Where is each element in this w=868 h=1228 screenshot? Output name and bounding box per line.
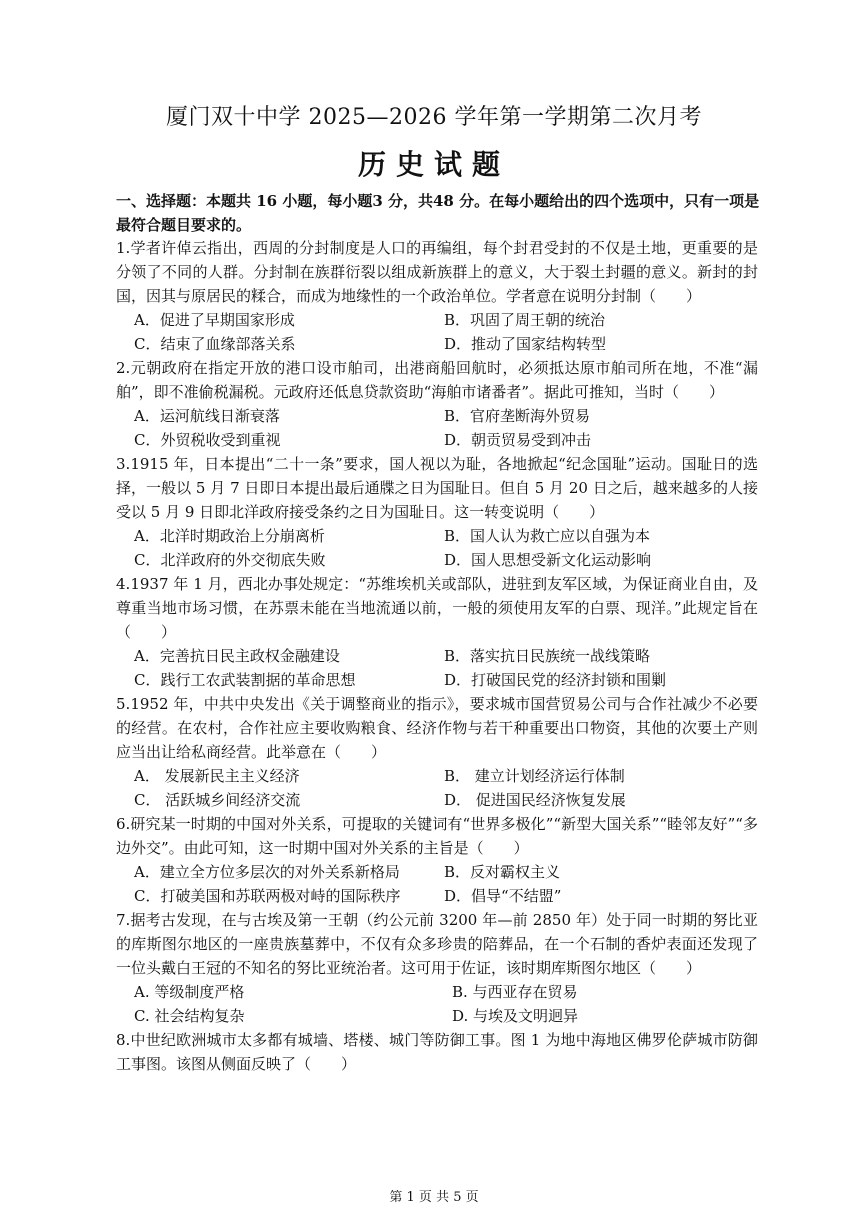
option-b: B．落实抗日民族统一战线策略: [444, 647, 651, 665]
question-number: 7.: [116, 911, 131, 929]
option-d: D．倡导“不结盟”: [444, 887, 562, 905]
question-stem: [116, 236, 758, 308]
option-d: D．推动了国家结构转型: [444, 335, 607, 353]
question-4: [116, 572, 758, 692]
question-text: 研究某一时期的中国对外关系，可提取的关键词有“世界多极化”“新型大国关系”“睦邻友好”“多边外交”。由此可知，这一时期中国对外关系的主旨是（ ）: [116, 815, 758, 857]
page-footer: 第 1 页 共 5 页: [389, 1190, 479, 1205]
question-number: 2.: [116, 359, 131, 377]
question-text: 据考古发现，在与古埃及第一王朝（约公元前 3200 年—前 2850 年）处于同一时期的努比亚的库斯图尔地区的一座贵族墓葬中，不仅有众多珍贵的陪葬品，在一个石制的香炉表面还发现了一位头戴白王冠的不知名的努比亚统治者。这可用于佐证，该时期库斯图尔地区（ ）: [116, 911, 758, 977]
option-list: [134, 860, 758, 908]
option-list: [134, 644, 758, 692]
question-stem: [116, 1028, 758, 1076]
question-stem: [116, 572, 758, 644]
question-3: [116, 452, 758, 572]
question-text: 元朝政府在指定开放的港口设市舶司，出港商船回航时，必须抵达原市舶司所在地，不准“漏舶”，即不准偷税漏税。元政府还低息贷款资助“海舶市诸番者”。据此可推知，当时（ ）: [116, 359, 758, 401]
option-list: [134, 980, 758, 1028]
question-stem: [116, 356, 758, 404]
option-list: [134, 764, 758, 812]
question-1: [116, 236, 758, 356]
question-number: 1.: [116, 239, 131, 257]
option-d: D．打破国民党的经济封锁和围剿: [444, 671, 667, 689]
option-b: B. 与西亚存在贸易: [452, 983, 578, 1001]
question-number: 5.: [116, 695, 131, 713]
question-list: [116, 236, 758, 1076]
option-c: C．北洋政府的外交彻底失败: [134, 551, 326, 569]
option-list: [134, 524, 758, 572]
option-c: C．打破美国和苏联两极对峙的国际秩序: [134, 887, 401, 905]
option-c: C．结束了血缘部落关系: [134, 335, 296, 353]
option-d: D．国人思想受新文化运动影响: [444, 551, 652, 569]
option-a: A．完善抗日民主政权金融建设: [134, 647, 340, 665]
option-a: A．建立全方位多层次的对外关系新格局: [134, 863, 400, 881]
option-list: [134, 308, 758, 356]
option-a: A．运河航线日渐衰落: [134, 407, 280, 425]
option-a: A．北洋时期政治上分崩离析: [134, 527, 325, 545]
question-5: [116, 692, 758, 812]
option-c: C．外贸税收受到重视: [134, 431, 281, 449]
question-stem: [116, 812, 758, 860]
question-7: [116, 908, 758, 1028]
question-number: 3.: [116, 455, 131, 473]
question-6: [116, 812, 758, 908]
subject-title: 历史试题: [357, 148, 510, 181]
option-b: B．巩固了周王朝的统治: [444, 311, 606, 329]
option-d: D．朝贡贸易受到冲击: [444, 431, 592, 449]
question-stem: [116, 692, 758, 764]
question-text: 1937 年 1 月，西北办事处规定：“苏维埃机关或部队，进驻到友军区域，为保证商业自由，及尊重当地市场习惯，在苏票未能在当地流通以前，一般的须使用友军的白票、现洋。”此规定旨在（ ）: [116, 575, 758, 641]
section-heading: 一、选择题：本题共 16 小题，每小题3 分，共48 分。在每小题给出的四个选项中，只有一项是最符合题目要求的。: [116, 192, 760, 234]
question-2: [116, 356, 758, 452]
question-text: 1952 年，中共中央发出《关于调整商业的指示》，要求城市国营贸易公司与合作社减少不必要的经营。在农村，合作社应主要收购粮食、经济作物与若干种重要出口物资，其他的次要土产则应当出让给私商经营。此举意在（ ）: [116, 695, 758, 761]
option-d: D． 促进国民经济恢复发展: [444, 791, 626, 809]
option-b: B．官府垄断海外贸易: [444, 407, 591, 425]
option-d: D. 与埃及文明迥异: [452, 1007, 579, 1025]
question-text: 1915 年，日本提出“二十一条”要求，国人视以为耻，各地掀起“纪念国耻”运动。国耻日的选择，一般以 5 月 7 日即日本提出最后通牒之日为国耻日。但自 5 月 20 日之后，越来越多的人接受以 5 月 9 日即北洋政府接受条约之日为国耻日。这一转变说明（ ）: [116, 455, 758, 521]
option-list: [134, 404, 758, 452]
question-number: 4.: [116, 575, 131, 593]
question-text: 中世纪欧洲城市太多都有城墙、塔楼、城门等防御工事。图 1 为地中海地区佛罗伦萨城市防御工事图。该图从侧面反映了（ ）: [116, 1031, 758, 1073]
option-c: C．践行工农武装割据的革命思想: [134, 671, 356, 689]
option-b: B．国人认为救亡应以自强为本: [444, 527, 651, 545]
option-a: A． 发展新民主主义经济: [134, 767, 300, 785]
option-a: A．促进了早期国家形成: [134, 311, 295, 329]
question-number: 6.: [116, 815, 131, 833]
question-text: 学者许倬云指出，西周的分封制度是人口的再编组，每个封君受封的不仅是土地，更重要的是分领了不同的人群。分封制在族群衍裂以组成新族群上的意义，大于裂土封疆的意义。新封的封国，因其与原居民的糅合，而成为地缘性的一个政治单位。学者意在说明分封制（ ）: [116, 239, 758, 305]
question-stem: [116, 452, 758, 524]
question-number: 8.: [116, 1031, 131, 1049]
option-b: B．反对霸权主义: [444, 863, 561, 881]
option-a: A. 等级制度严格: [134, 983, 245, 1001]
option-b: B． 建立计划经济运行体制: [444, 767, 625, 785]
question-8: [116, 1028, 758, 1076]
exam-title: 厦门双十中学 2025—2026 学年第一学期第二次月考: [166, 105, 702, 130]
option-c: C． 活跃城乡间经济交流: [134, 791, 301, 809]
question-stem: [116, 908, 758, 980]
option-c: C. 社会结构复杂: [134, 1007, 245, 1025]
